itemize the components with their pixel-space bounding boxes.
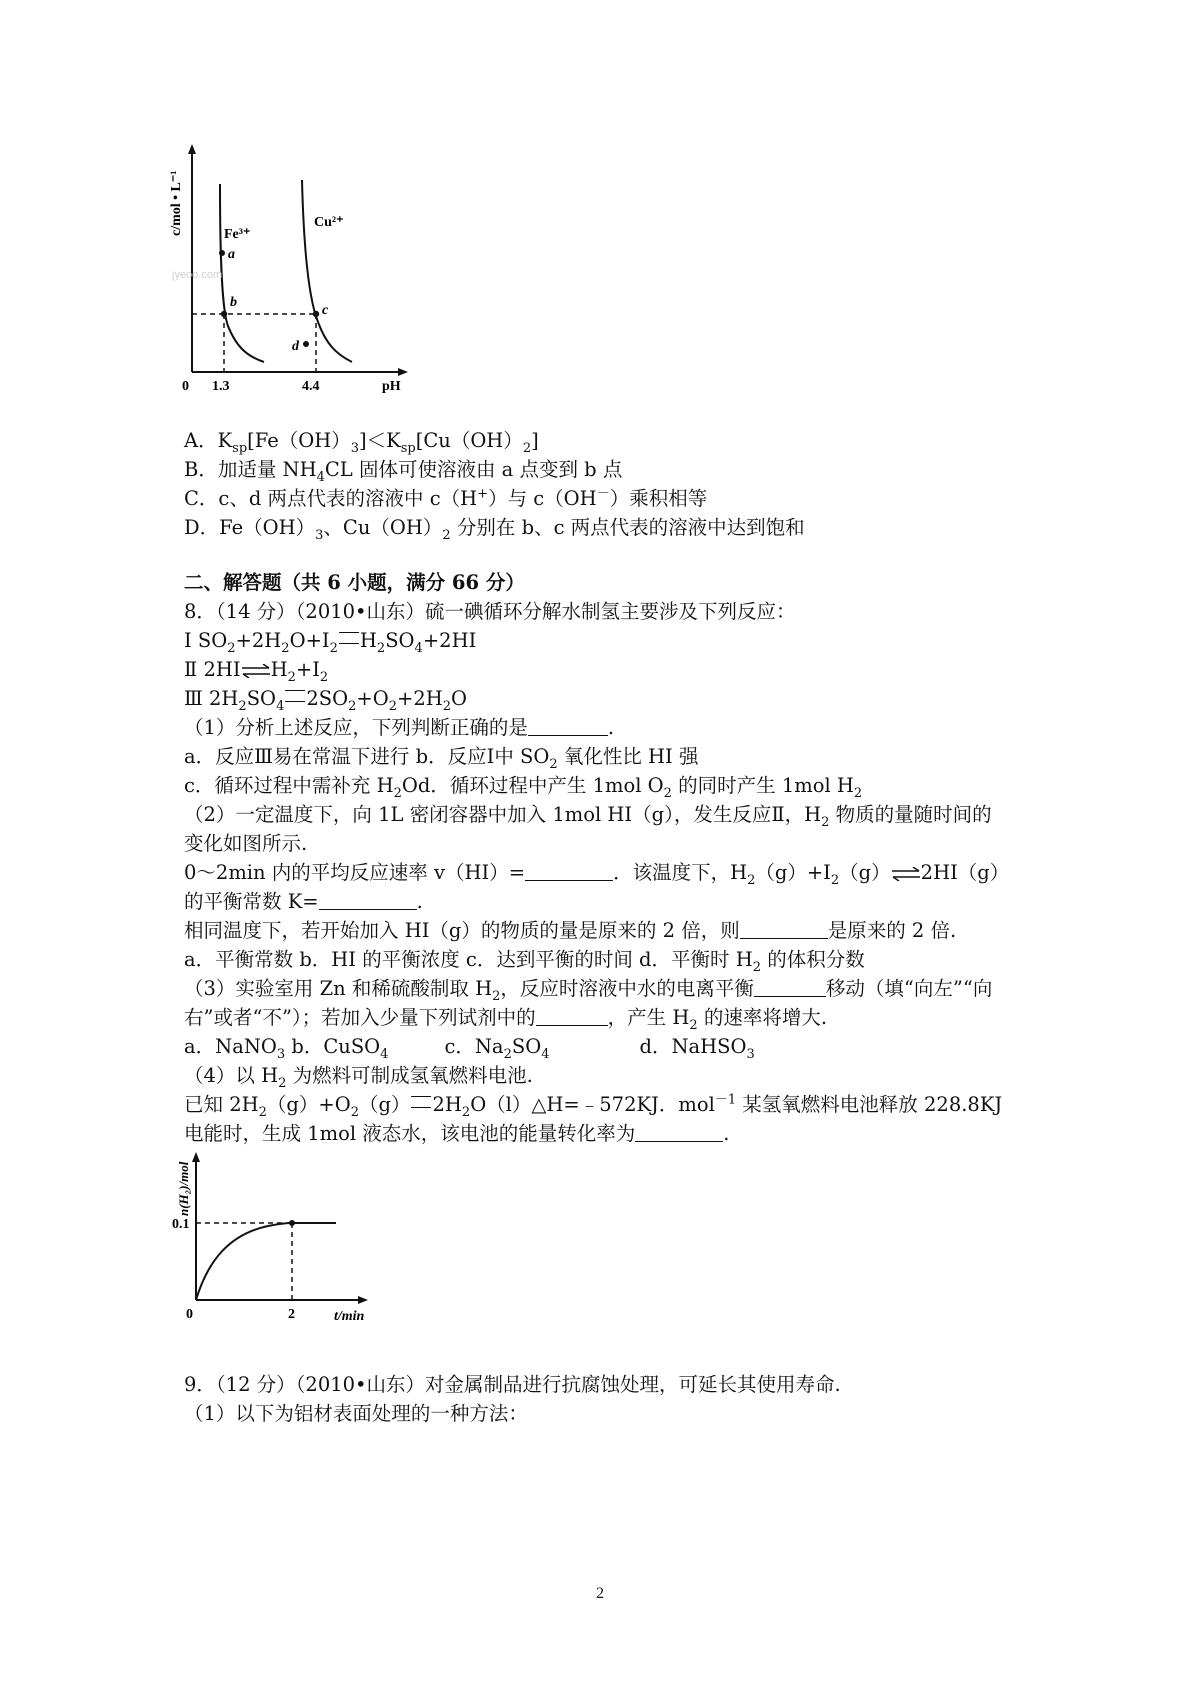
svg-text:d: d — [292, 339, 299, 354]
svg-text:c: c — [322, 303, 329, 318]
cu-label: Cu²⁺ — [314, 215, 344, 230]
q8-part-1-opts-cd: c．循环过程中需补充 $H_2Od$．循环过程中产生 1mol $O_2$ 的同时产生 1mol $H_2$ — [184, 774, 863, 801]
q9-part-1: （1）以下为铝材表面处理的一种方法： — [184, 1402, 528, 1425]
section-2-title: 二、解答题（共 6 小题，满分 66 分） — [184, 571, 525, 594]
watermark: jyeoo.com — [172, 269, 223, 281]
q8-reaction-2: Ⅱ 2HI $H_2+I_2$ — [184, 658, 329, 685]
q8-part-4-line2: 已知 $2H_2(g)+O_2(g)$ $2H_2O(l)\triangle H=﹣572KJ$．mol$^{-1}$ 某氢氧燃料电池释放 228.8KJ — [184, 1092, 1003, 1120]
q8-part-1: （1）分析上述反应，下列判断正确的是 . — [184, 716, 615, 739]
tick-4-4: 4.4 — [302, 379, 320, 394]
q8-part-2-line4: 的平衡常数 K= . — [184, 890, 423, 913]
q8-part-1-opts-ab: a．反应Ⅲ易在常温下进行 b．反应Ⅰ中 $SO_2$ 氧化性比 HI 强 — [184, 745, 699, 772]
y-axis-label: c/mol • L⁻¹ — [169, 170, 184, 236]
q8-part-2-line3: 0～2min 内的平均反应速率 v（HI）= ．该温度下，$H_2(g)+I_2(g)$ 2HI（g） — [184, 861, 1010, 888]
tick-1-3: 1.3 — [212, 379, 230, 394]
q8-part-2-opts: a．平衡常数 b．HI 的平衡浓度 c．达到平衡的时间 d．平衡时 $H_2$ 的体积分数 — [184, 948, 865, 975]
q8-part-4-line3: 电能时，生成 1mol 液态水，该电池的能量转化率为 . — [184, 1122, 730, 1145]
q9-intro: 9．（12 分）（2010•山东）对金属制品进行抗腐蚀处理，可延长其使用寿命. — [184, 1373, 841, 1396]
h2-time-figure — [168, 1150, 398, 1328]
solubility-figure — [168, 140, 438, 400]
equilibrium-arrow-icon — [891, 867, 921, 881]
x-axis-label: pH — [382, 379, 401, 394]
q8-part-3-opts: a．NaNO$_3$ b．CuSO$_4$ c．$Na_2SO_4$ d．NaHSO$_3$ — [184, 1035, 755, 1062]
svg-text:a: a — [228, 247, 235, 262]
equilibrium-arrow-icon — [241, 664, 271, 678]
point-a — [219, 250, 225, 256]
origin-label: 0 — [182, 379, 189, 394]
y-axis-label: n(H₂)/mol — [176, 1161, 191, 1216]
x-axis-label: t/min — [334, 1309, 365, 1324]
q8-part-2-line2: 变化如图所示. — [184, 832, 308, 855]
q7-option-b: B．加适量 $NH_4CL$ 固体可使溶液由 a 点变到 b 点 — [184, 458, 623, 485]
point-d — [303, 341, 309, 347]
point-b — [221, 311, 227, 317]
svg-text:b: b — [230, 295, 237, 310]
fe-label: Fe³⁺ — [224, 227, 251, 242]
q8-part-2-line1: （2）一定温度下，向 1L 密闭容器中加入 1mol HI（g），发生反应Ⅱ，$H_2$ 物质的量随时间的 — [184, 803, 992, 830]
q8-intro: 8．（14 分）（2010•山东）硫一碘循环分解水制氢主要涉及下列反应： — [184, 600, 796, 623]
equilibrium-point — [289, 1220, 295, 1226]
q8-part-3-line1: （3）实验室用 Zn 和稀硫酸制取 $H_2$，反应时溶液中水的电离平衡 移动（填“向左”“向 — [184, 977, 993, 1004]
q8-reaction-3: Ⅲ $2H_2SO_4$ $2SO_2+O_2+2H_2O$ — [184, 687, 468, 714]
q8-part-3-line2: 右”或者“不”）；若加入少量下列试剂中的 ，产生 $H_2$ 的速率将增大. — [184, 1006, 828, 1033]
q7-option-d: D．$Fe(OH)_3$、$Cu(OH)_2$ 分别在 b、c 两点代表的溶液中达到饱和 — [184, 516, 805, 543]
y-tick-label: 0.1 — [172, 1217, 190, 1232]
point-c — [313, 311, 319, 317]
q8-part-2-line5: 相同温度下，若开始加入 HI（g）的物质的量是原来的 2 倍，则 是原来的 2 倍. — [184, 919, 957, 942]
q7-option-a: A．$K_{sp}[Fe(OH)_3]<K_{sp}[Cu(OH)_2]$ — [184, 429, 539, 456]
q8-reaction-1: Ⅰ $SO_2+2H_2O+I_2$ $H_2SO_4+2HI$ — [184, 629, 477, 656]
q7-option-c: C．c、d 两点代表的溶液中 c（H+）与 c（OH－）乘积相等 — [184, 486, 708, 510]
page-number: 2 — [596, 1585, 604, 1602]
q8-part-4-line1: （4）以 $H_2$ 为燃料可制成氢氧燃料电池. — [184, 1064, 533, 1091]
origin-label: 0 — [186, 1307, 193, 1322]
x-tick-label: 2 — [288, 1307, 295, 1322]
